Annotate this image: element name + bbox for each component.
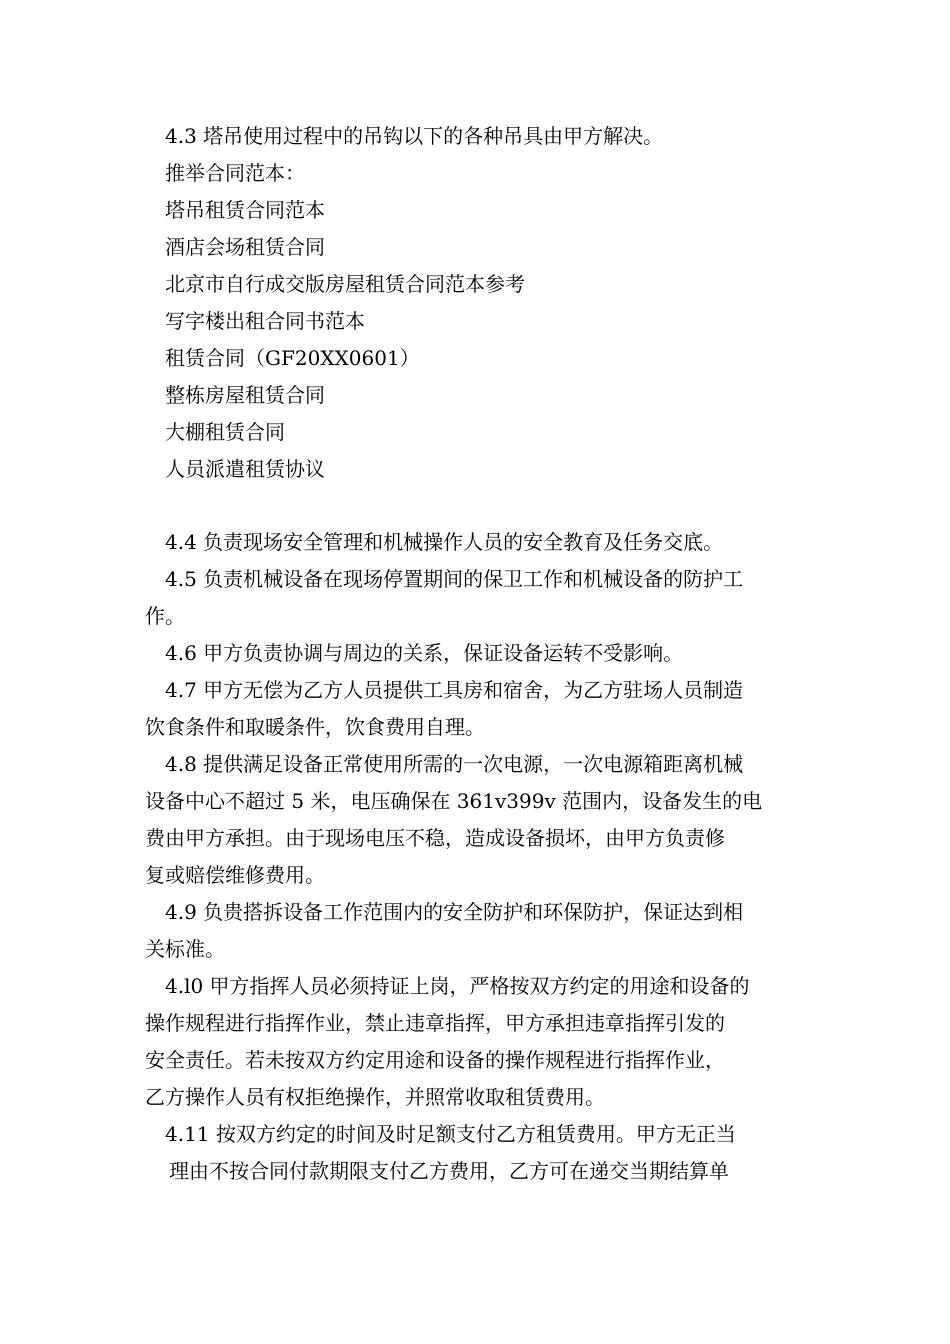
clause-4-8-line-1: 4.8 提供满足设备正常使用所需的一次电源，一次电源箱距离机械 [165,752,744,776]
recommendation-link[interactable]: 人员派遣租赁协议 [165,457,325,481]
recommendation-link[interactable]: 写字楼出租合同书范本 [165,309,365,333]
clause-4-8-line-3: 费由甲方承担。由于现场电压不稳，造成设备损坏，由甲方负责修 [145,826,725,850]
recommendation-link[interactable]: 北京市自行成交版房屋租赁合同范本参考 [165,272,525,296]
recommendation-link[interactable]: 整栋房屋租赁合同 [165,383,325,407]
recommendation-list [145,192,810,488]
clause-4-8-line-4: 复或赔偿维修费用。 [145,863,325,887]
clause-4-7-line-2: 饮食条件和取暖条件，饮食费用自理。 [145,715,485,739]
paragraph-spacer [145,488,810,524]
clause-4-10-line-1: 4.l0 甲方指挥人员必须持证上岗，严格按双方约定的用途和设备的 [165,974,750,998]
clause-4-11-line-2: 理由不按合同付款期限支付乙方费用，乙方可在递交当期结算单 [169,1159,729,1183]
clause-4-3: 4.3 塔吊使用过程中的吊钩以下的各种吊具由甲方解决。 [165,124,664,148]
clause-4-11-line-1: 4.11 按双方约定的时间及时足额支付乙方租赁费用。甲方无正当 [165,1122,736,1146]
clause-4-5-line-2: 作。 [145,604,185,628]
recommendation-link[interactable]: 租赁合同（GF20XX0601） [165,346,420,370]
document-body [145,118,810,1190]
clause-4-9-line-2: 关标准。 [145,937,225,961]
clauses-section [145,524,810,1190]
recommendation-link[interactable]: 大棚租赁合同 [165,420,285,444]
recommendation-link[interactable]: 酒店会场租赁合同 [165,235,325,259]
clause-4-4: 4.4 负责现场安全管理和机械操作人员的安全教育及任务交底。 [165,530,724,554]
clause-4-8-line-2: 设备中心不超过 5 米，电压确保在 361v399v 范围内，设备发生的电 [145,789,763,813]
recommendation-heading: 推举合同范本： [165,161,305,185]
clause-4-10-line-2: 操作规程进行指挥作业，禁止违章指挥，甲方承担违章指挥引发的 [145,1011,725,1035]
clause-4-10-line-3: 安全责任。若未按双方约定用途和设备的操作规程进行指挥作业， [145,1048,725,1072]
clause-4-6: 4.6 甲方负责协调与周边的关系，保证设备运转不受影响。 [165,641,684,665]
clause-4-10-line-4: 乙方操作人员有权拒绝操作，并照常收取租赁费用。 [145,1085,605,1109]
clause-4-5-line-1: 4.5 负责机械设备在现场停置期间的保卫工作和机械设备的防护工 [165,567,744,591]
recommendation-link[interactable]: 塔吊租赁合同范本 [165,198,325,222]
clause-4-7-line-1: 4.7 甲方无偿为乙方人员提供工具房和宿舍，为乙方驻场人员制造 [165,678,744,702]
clause-4-9-line-1: 4.9 负贵搭拆设备工作范围内的安全防护和环保防护，保证达到相 [165,900,744,924]
